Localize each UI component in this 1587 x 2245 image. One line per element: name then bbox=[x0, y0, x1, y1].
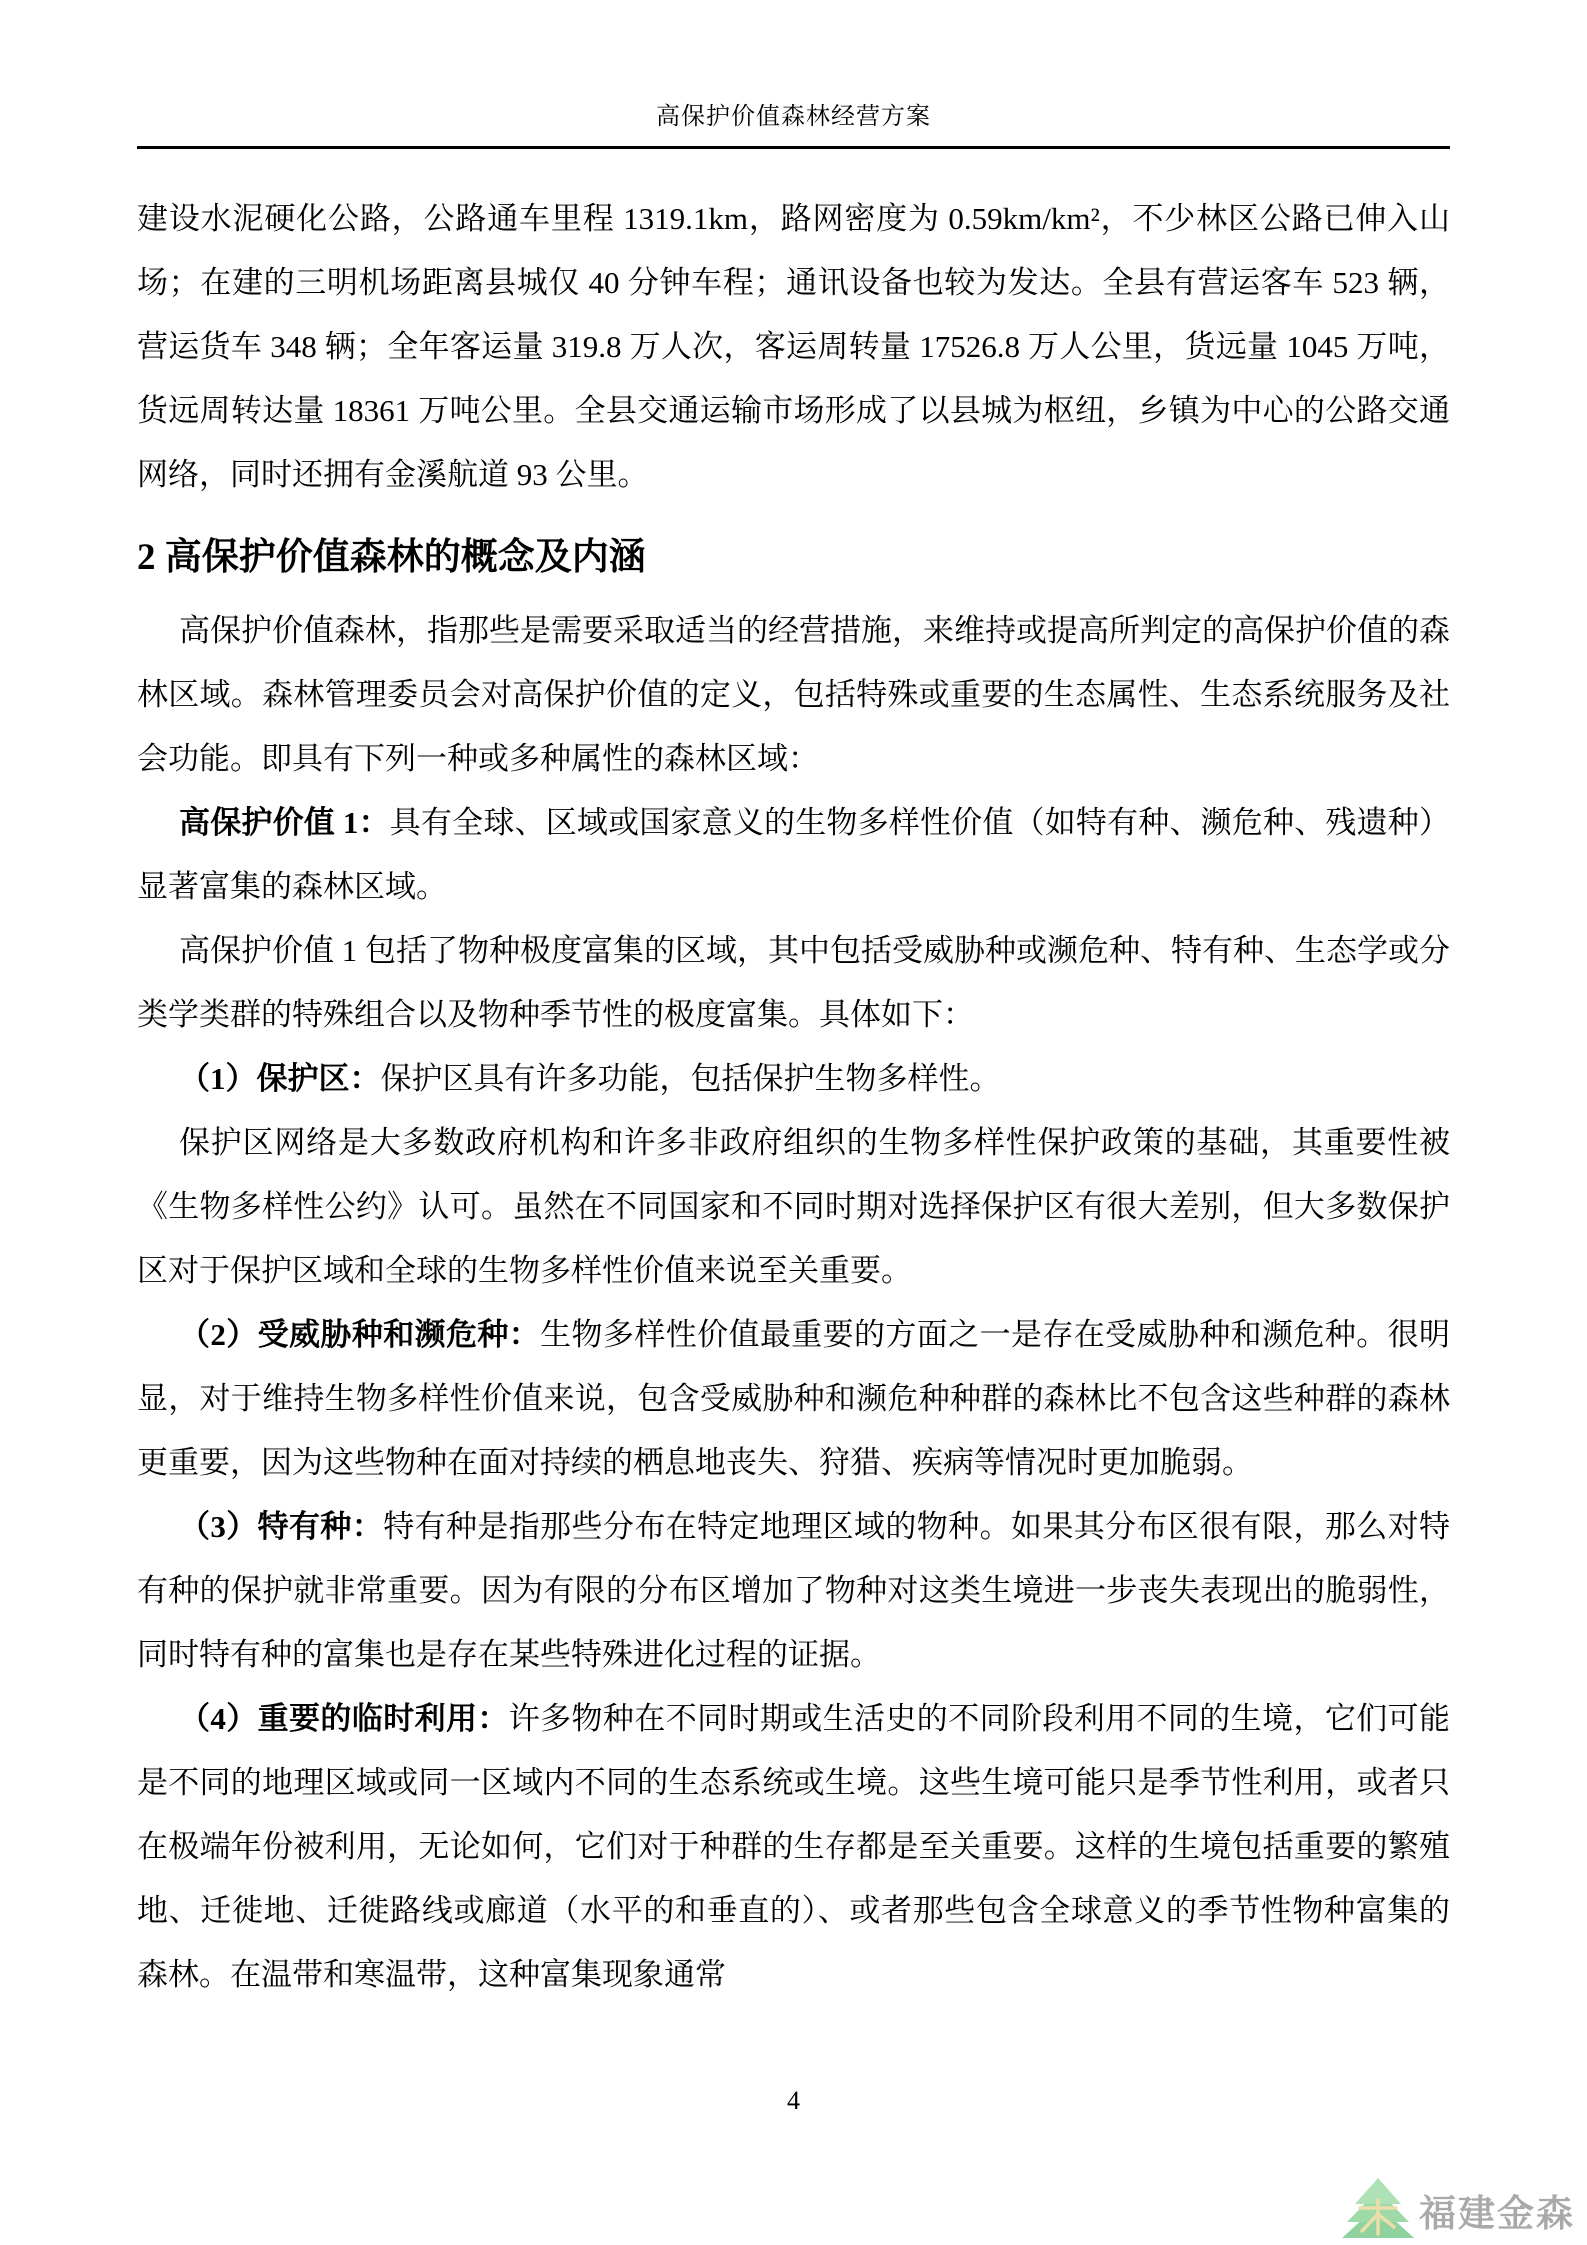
paragraph-text: 高保护价值 1 包括了物种极度富集的区域，其中包括受威胁种或濒危种、特有种、生态学或分类学类群的特殊组合以及物种季节性的极度富集。具体如下： bbox=[137, 933, 1450, 1032]
para-infrastructure bbox=[137, 187, 1450, 507]
header-title: 高保护价值森林经营方案 bbox=[656, 104, 931, 130]
paragraph-text: 特有种是指那些分布在特定地理区域的物种。如果其分布区很有限，那么对特有种的保护就非常重要。因为有限的分布区增加了物种对这类生境进一步丧失表现出的脆弱性，同时特有种的富集也是存在某些特殊进化过程的证据。 bbox=[137, 1509, 1451, 1672]
para-temporal-use bbox=[137, 1687, 1450, 2007]
paragraph-text: 保护区具有许多功能，包括保护生物多样性。 bbox=[380, 1061, 1001, 1096]
paragraph-lead: （4）重要的临时利用： bbox=[179, 1701, 509, 1736]
paragraph-text: 生物多样性价值最重要的方面之一是存在受威胁种和濒危种。很明显，对于维持生物多样性价值来说，包含受威胁种和濒危种种群的森林比不包含这些种群的森林更重要，因为这些物种在面对持续的栖息地丧失、狩猎、疾病等情况时更加脆弱。 bbox=[137, 1317, 1451, 1480]
page-header bbox=[0, 0, 1587, 149]
paragraph-text: 具有全球、区域或国家意义的生物多样性价值（如特有种、濒危种、残遗种）显著富集的森林区域。 bbox=[137, 805, 1450, 904]
paragraph-lead: （1）保护区： bbox=[179, 1061, 381, 1096]
page-number: 4 bbox=[787, 2086, 800, 2115]
pine-tree-icon bbox=[1342, 2177, 1414, 2239]
para-protected-areas bbox=[137, 1047, 1450, 1111]
para-hcv-definition bbox=[137, 599, 1450, 791]
header-rule bbox=[137, 146, 1450, 149]
document-body bbox=[137, 187, 1450, 2007]
paragraph-text: 保护区网络是大多数政府机构和许多非政府组织的生物多样性保护政策的基础，其重要性被《生物多样性公约》认可。虽然在不同国家和不同时期对选择保护区有很大差别，但大多数保护区对于保护区域和全球的生物多样性价值来说至关重要。 bbox=[137, 1125, 1450, 1288]
paragraph-lead: （2）受威胁种和濒危种： bbox=[179, 1317, 541, 1352]
logo-text: 福建金森 bbox=[1419, 2193, 1575, 2234]
para-threatened-species bbox=[137, 1303, 1450, 1495]
para-endemic-species bbox=[137, 1495, 1450, 1687]
paragraph-text: 建设水泥硬化公路，公路通车里程 1319.1km，路网密度为 0.59km/km²，不少林区公路已伸入山场；在建的三明机场距离县城仅 40 分钟车程；通讯设备也较为发达。全县有营运客车 523 辆，营运货车 348 辆；全年客运量 319.8 万人次，客运周转量 17526.8 万人公里，货远量 1045 万吨，货远周转达量 18361 万吨公里。全县交通运输市场形成了以县城为枢纽，乡镇为中心的公路交通网络，同时还拥有金溪航道 93 公里。 bbox=[137, 201, 1450, 492]
para-protected-area-networks bbox=[137, 1111, 1450, 1303]
company-logo bbox=[1342, 2177, 1575, 2239]
paragraph-text: 许多物种在不同时期或生活史的不同阶段利用不同的生境，它们可能是不同的地理区域或同一区域内不同的生态系统或生境。这些生境可能只是季节性利用，或者只在极端年份被利用，无论如何，它们对于种群的生存都是至关重要。这样的生境包括重要的繁殖地、迁徙地、迁徙路线或廊道（水平的和垂直的）、或者那些包含全球意义的季节性物种富集的森林。在温带和寒温带，这种富集现象通常 bbox=[137, 1701, 1450, 1992]
para-hcv1-includes bbox=[137, 919, 1450, 1047]
paragraph-lead: 高保护价值 1： bbox=[179, 805, 390, 840]
paragraph-lead: （3）特有种： bbox=[179, 1509, 384, 1544]
para-hcv1-definition bbox=[137, 791, 1450, 919]
paragraph-text: 高保护价值森林，指那些是需要采取适当的经营措施，来维持或提高所判定的高保护价值的森林区域。森林管理委员会对高保护价值的定义，包括特殊或重要的生态属性、生态系统服务及社会功能。即具有下列一种或多种属性的森林区域： bbox=[137, 613, 1450, 776]
section-heading: 2 高保护价值森林的概念及内涵 bbox=[137, 537, 646, 578]
